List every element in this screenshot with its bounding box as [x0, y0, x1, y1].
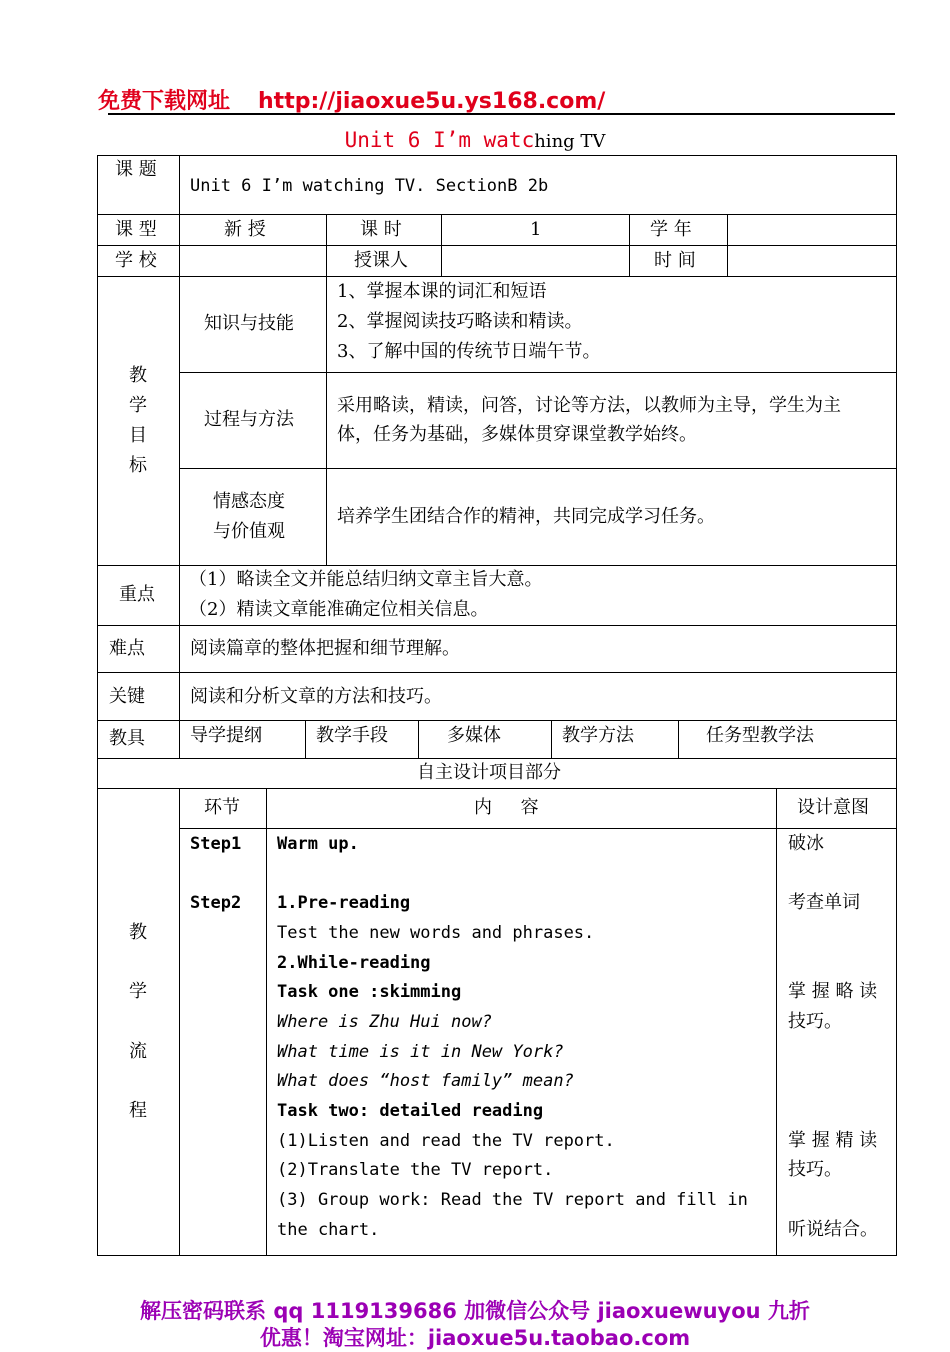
flow-label-3: 流 — [129, 1041, 147, 1062]
content-line: (3) Group work: Read the TV report and fill in — [277, 1190, 748, 1210]
grid-line — [629, 214, 630, 276]
title-tail: hing TV — [534, 131, 606, 152]
download-label: 免费下载网址 — [98, 89, 231, 114]
intent-line: 考查单词 — [788, 892, 860, 913]
grid-line — [179, 565, 180, 720]
objectives-label-4: 标 — [129, 455, 147, 476]
grid-line — [266, 788, 267, 1256]
grid-line — [97, 788, 897, 789]
flow-header-step: 环节 — [204, 797, 240, 818]
content-line: Test the new words and phrases. — [277, 923, 595, 943]
process-label: 过程与方法 — [204, 409, 294, 430]
objectives-label-3: 目 — [129, 425, 147, 446]
emotion-label-line: 情感态度 — [213, 491, 285, 512]
footer-line-1: 解压密码联系 qq 1119139686 加微信公众号 jiaoxuewuyou 九折 — [140, 1299, 810, 1323]
knowledge-item: 2、掌握阅读技巧略读和精读。 — [337, 311, 583, 332]
key-value: 阅读和分析文章的方法和技巧。 — [190, 686, 442, 707]
tools-cell: 多媒体 — [447, 725, 501, 746]
grid-line — [179, 468, 897, 469]
intent-line: 掌 握 略 读 — [788, 981, 878, 1002]
content-line: 2.While-reading — [277, 953, 431, 973]
document-title — [0, 128, 950, 152]
difficulty-label: 难点 — [109, 638, 145, 659]
header-rule — [108, 113, 895, 115]
grid-line — [326, 214, 327, 276]
download-url-link[interactable]: http://jiaoxue5u.ys168.com/ — [258, 89, 606, 114]
year-label: 学 年 — [650, 219, 692, 240]
key-point-line: （1）略读全文并能总结归纳文章主旨大意。 — [189, 569, 543, 590]
intent-line: 技巧。 — [788, 1159, 842, 1180]
title-main: Unit 6 I’m watc — [344, 128, 535, 152]
content-line: 1.Pre-reading — [277, 893, 411, 913]
flow-label-1: 教 — [129, 922, 147, 943]
process-line: 体，任务为基础，多媒体贯穿课堂教学始终。 — [337, 424, 697, 445]
grid-line — [97, 214, 897, 215]
topic-label: 课 题 — [115, 159, 157, 180]
grid-line — [678, 720, 679, 758]
footer-line-2: 优惠！淘宝网址：jiaoxue5u.taobao.com — [259, 1326, 691, 1350]
content-line: Task two: detailed reading — [277, 1101, 544, 1121]
grid-line — [179, 720, 180, 758]
key-point-line: （2）精读文章能准确定位相关信息。 — [189, 599, 489, 620]
flow-header-intent: 设计意图 — [797, 797, 869, 818]
hours-label: 课 时 — [360, 219, 402, 240]
grid-line — [179, 155, 180, 565]
step-label: Step2 — [190, 893, 242, 913]
section-title: 自主设计项目部分 — [417, 762, 561, 783]
type-value: 新 授 — [224, 219, 266, 240]
grid-line — [418, 720, 419, 758]
download-header — [98, 84, 605, 115]
grid-line — [326, 276, 327, 565]
tools-cell: 任务型教学法 — [706, 725, 814, 746]
step-label: Step1 — [190, 834, 242, 854]
difficulty-value: 阅读篇章的整体把握和细节理解。 — [190, 638, 460, 659]
tools-cell: 导学提纲 — [190, 725, 262, 746]
school-label: 学 校 — [115, 250, 157, 271]
grid-line — [776, 788, 777, 1256]
content-line: What time is it in New York? — [277, 1042, 564, 1062]
content-line: Task one :skimming — [277, 982, 462, 1002]
grid-line — [305, 720, 306, 758]
grid-line — [441, 214, 442, 276]
grid-line — [97, 245, 897, 246]
key-label: 关键 — [109, 686, 145, 707]
topic-value: Unit 6 I’m watching TV. SectionB 2b — [190, 176, 549, 196]
flow-label-4: 程 — [129, 1100, 147, 1121]
grid-line — [551, 720, 552, 758]
hours-value: 1 — [530, 219, 542, 240]
objectives-label-1: 教 — [129, 365, 147, 386]
intent-line: 破冰 — [788, 833, 824, 854]
objectives-label-2: 学 — [129, 395, 147, 416]
intent-line: 听说结合。 — [788, 1219, 878, 1240]
type-label: 课 型 — [115, 219, 157, 240]
grid-line — [179, 788, 180, 1256]
key-points-label: 重点 — [119, 584, 155, 605]
flow-header-content: 内 容 — [474, 797, 539, 818]
emotion-label-line: 与价值观 — [213, 521, 285, 542]
content-line: (1)Listen and read the TV report. — [277, 1131, 615, 1151]
content-line: Where is Zhu Hui now? — [277, 1012, 492, 1032]
flow-label-2: 学 — [129, 981, 147, 1002]
content-line: What does “host family” mean? — [277, 1071, 574, 1091]
intent-line: 掌 握 精 读 — [788, 1130, 878, 1151]
grid-line — [179, 372, 897, 373]
grid-line — [97, 672, 897, 673]
knowledge-label: 知识与技能 — [204, 313, 294, 334]
intent-line: 技巧。 — [788, 1011, 842, 1032]
process-line: 采用略读，精读，问答，讨论等方法，以教师为主导，学生为主 — [337, 395, 841, 416]
content-line: (2)Translate the TV report. — [277, 1160, 554, 1180]
tools-cell: 教学手段 — [316, 725, 388, 746]
tools-label: 教具 — [109, 728, 145, 749]
grid-line — [97, 625, 897, 626]
content-line: the chart. — [277, 1220, 380, 1240]
knowledge-item: 1、掌握本课的词汇和短语 — [337, 281, 547, 302]
content-line: Warm up. — [277, 834, 359, 854]
teacher-label: 授课人 — [354, 250, 408, 271]
grid-line — [727, 214, 728, 276]
tools-cell: 教学方法 — [562, 725, 634, 746]
knowledge-item: 3、了解中国的传统节日端午节。 — [337, 341, 601, 362]
emotion-value: 培养学生团结合作的精神，共同完成学习任务。 — [337, 506, 715, 527]
time-label: 时 间 — [654, 250, 696, 271]
